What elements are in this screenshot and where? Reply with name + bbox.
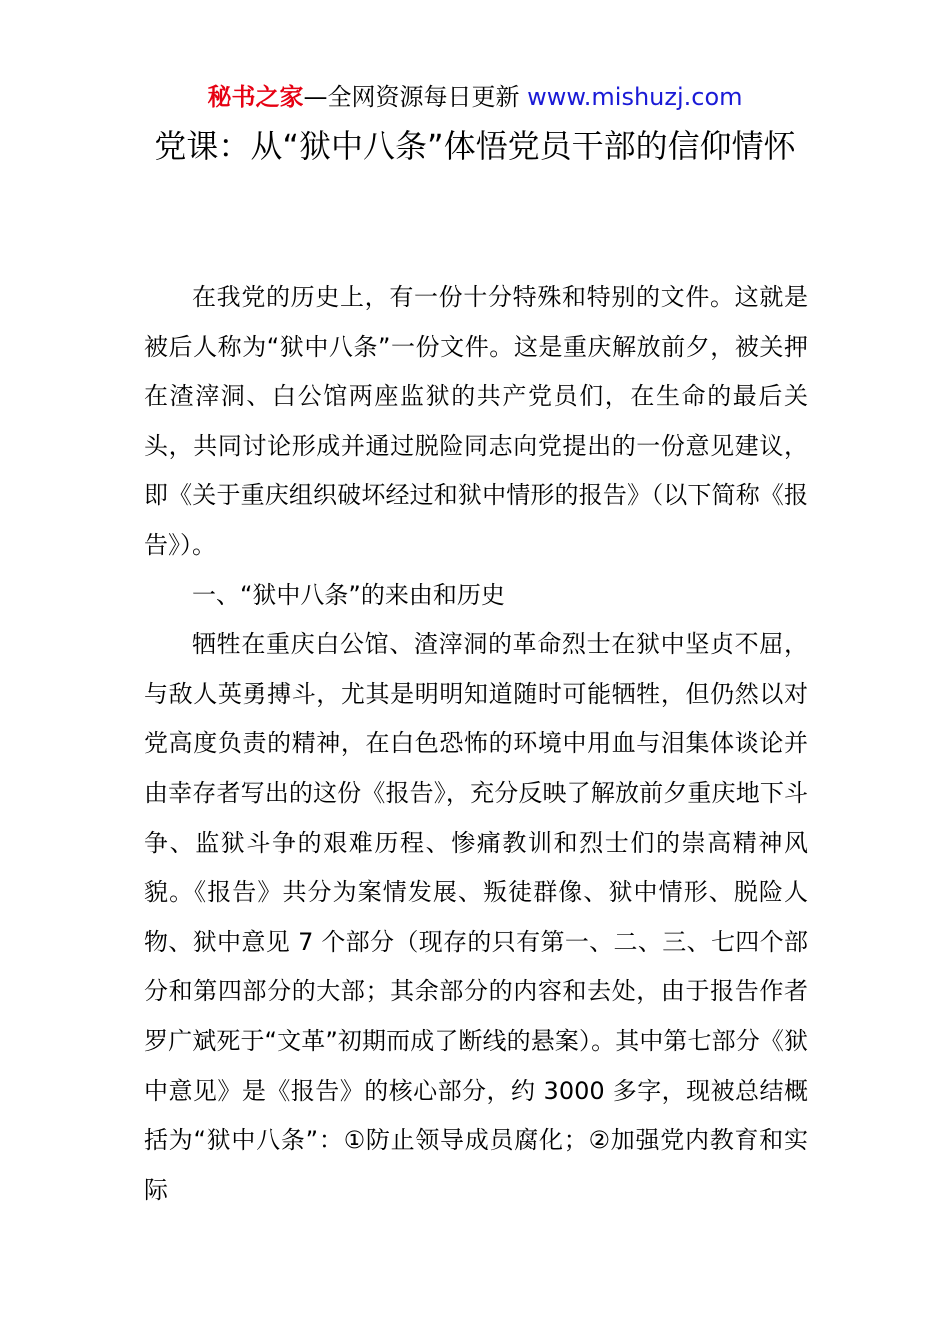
site-banner [0,80,950,114]
paragraph-history: 牺牲在重庆白公馆、渣滓洞的革命烈士在狱中坚贞不屈，与敌人英勇搏斗，尤其是明明知道随时可能牺牲，但仍然以对党高度负责的精神，在白色恐怖的环境中用血与泪集体谈论并由幸存者写出的这份《报告》，充分反映了解放前夕重庆地下斗争、监狱斗争的艰难历程、惨痛教训和烈士们的崇高精神风貌。《报告》共分为案情发展、叛徒群像、狱中情形、脱险人物、狱中意见 7 个部分（现存的只有第一、二、三、七四个部分和第四部分的大部；其余部分的内容和去处，由于报告作者罗广斌死于“文革”初期而成了断线的悬案）。其中第七部分《狱中意见》是《报告》的核心部分，约 3000 多字，现被总结概括为“狱中八条”：①防止领导成员腐化；②加强党内教育和实际 [144,630,808,1204]
document-title: 党课：从“狱中八条”体悟党员干部的信仰情怀 [154,127,796,165]
banner-url[interactable]: www.mishuzj.com [527,83,743,111]
banner-brand: 秘书之家 [207,83,304,111]
banner-slogan: —全网资源每日更新 [303,83,528,111]
section-heading: 一、“狱中八条”的来由和历史 [192,580,505,609]
document-body [144,273,808,1215]
paragraph-intro: 在我党的历史上，有一份十分特殊和特别的文件。这就是被后人称为“狱中八条”一份文件。这是重庆解放前夕，被关押在渣滓洞、白公馆两座监狱的共产党员们，在生命的最后关头，共同讨论形成并通过脱险同志向党提出的一份意见建议，即《关于重庆组织破坏经过和狱中情形的报告》（以下简称《报告》）。 [144,283,808,559]
